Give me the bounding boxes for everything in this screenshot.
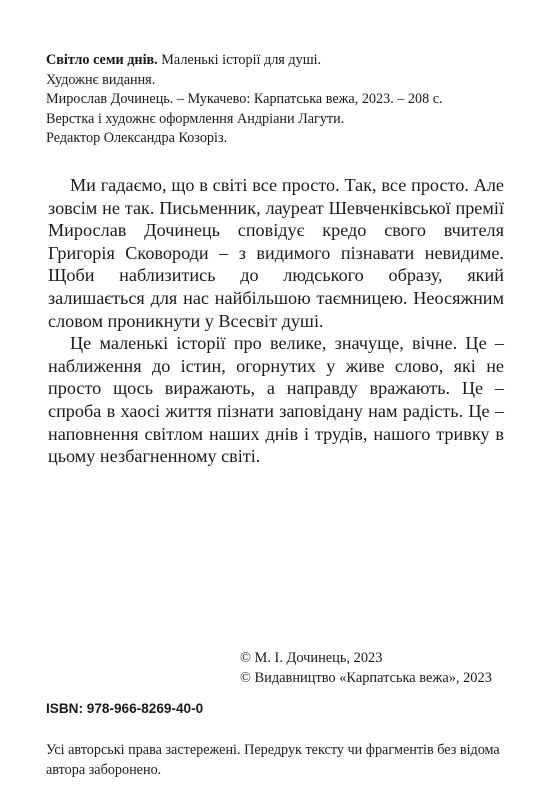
book-title: Світло семи днів. — [46, 52, 158, 68]
book-subtitle: Маленькі історії для душі. — [157, 52, 322, 68]
copyright-publisher: © Видавництво «Карпатська вежа», 2023 — [240, 670, 492, 686]
rights-notice: Усі авторські права застережені. Передрук тексту чи фрагментів без відома автора заборонено. — [46, 742, 500, 778]
annotation-block — [48, 174, 504, 468]
imprint-block — [46, 51, 516, 149]
annotation-paragraph-2: Це маленькі історії про велике, значуще, вічне. Це – наближення до істин, огорнутих у живе слово, які не просто щось виражають, а направду вражають. Це – спроба в хаосі життя пізнати заповідану нам радість. Це – наповнення світлом наших днів і трудів, нашого тривку в цьому незбагненному світі. — [48, 333, 504, 467]
isbn-number: ISBN: 978-966-8269-40-0 — [46, 701, 204, 716]
annotation-paragraph-1: Ми гадаємо, що в світі все просто. Так, все просто. Але зовсім не так. Письменник, лауреат Шевченківської премії Мирослав Дочинець сповідує кредо свого вчителя Григорія Сковороди – з видимого пізнавати невидиме. Щоби наблизитись до людського образу, який залишається для нас найбільшою таємницею. Неосяжним словом проникнути у Всесвіт душі. — [48, 175, 504, 331]
imprint-publication: Мирослав Дочинець. – Мукачево: Карпатська вежа, 2023. – 208 с. — [46, 91, 443, 108]
imprint-design: Верстка і художнє оформлення Андріани Лагути. — [46, 110, 345, 127]
imprint-genre: Художнє видання. — [46, 71, 156, 88]
imprint-title-line — [46, 51, 516, 71]
copyright-author: © М. І. Дочинець, 2023 — [240, 650, 383, 666]
imprint-editor: Редактор Олександра Козоріз. — [46, 130, 228, 147]
copyright-block — [240, 648, 492, 688]
